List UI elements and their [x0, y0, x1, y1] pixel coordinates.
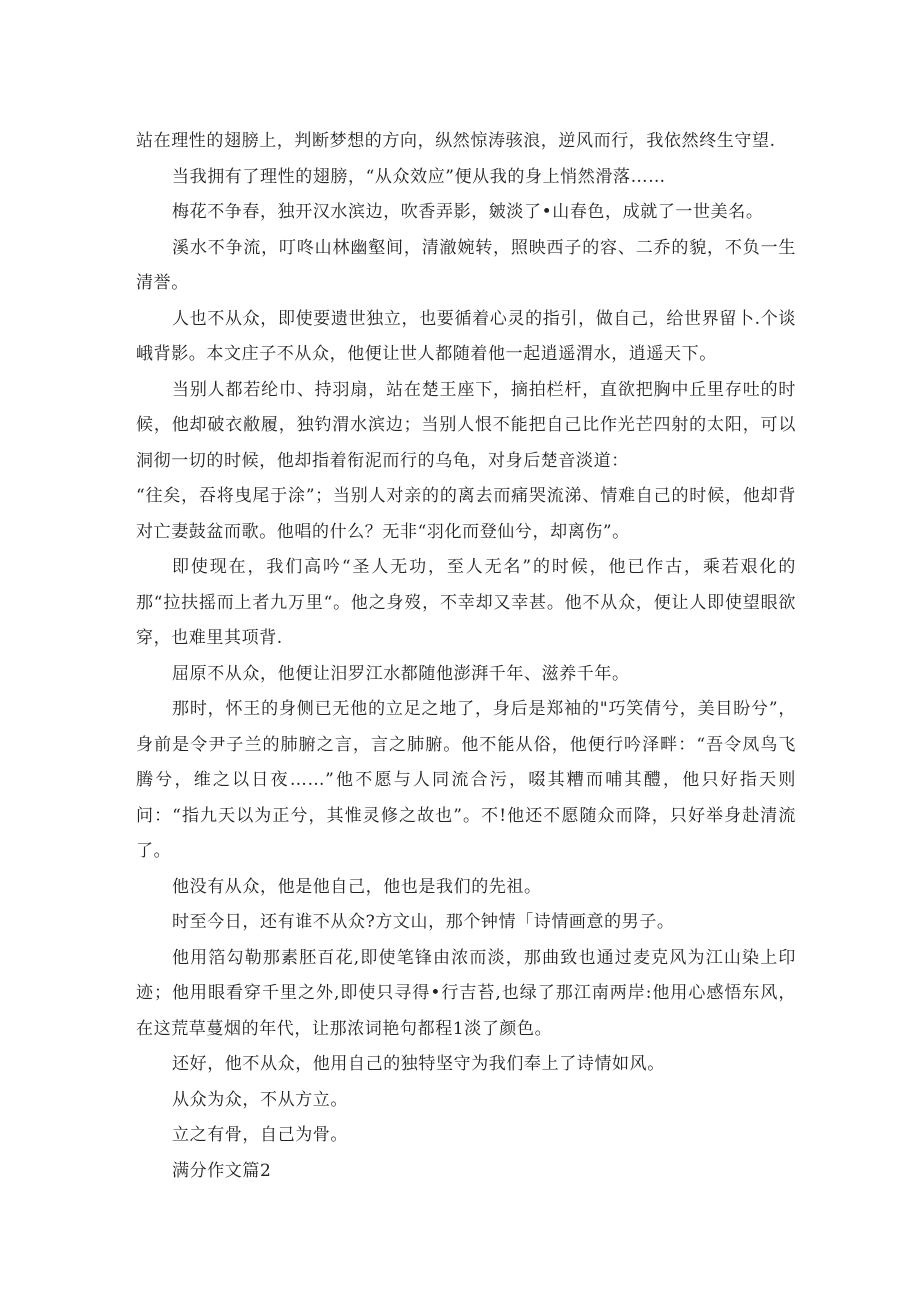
- paragraph: 那时，怀王的身侧已无他的立足之地了，身后是郑袖的"巧笑倩兮，美目盼兮”，身前是令尹子兰的肺腑之言，言之肺腑。他不能从俗，他便行吟泽畔：“吾令凤鸟飞腾兮，维之以日夜……”他不愿与人同流合污，啜其糟而哺其醴，他只好指天则问：“指九天以为正兮，其惟灵修之故也”。不!他还不愿随众而降，只好举身赴清流了。: [136, 699, 796, 861]
- paragraph: 溪水不争流，叮咚山林幽壑间，清澈婉转，照映西子的容、二乔的貌，不负一生清誉。: [136, 237, 796, 293]
- paragraph: 还好，他不从众，他用自己的独特坚守为我们奉上了诗情如风。: [172, 1054, 665, 1074]
- paragraph: 立之有骨，自己为骨。: [172, 1125, 348, 1145]
- section-heading: 满分作文篇2: [172, 1160, 272, 1181]
- paragraph: 即使现在，我们高吟“圣人无功，至人无名”的时候，他已作古，乘若艰化的那“拉扶摇而上者九万里“。他之身歿，不幸却又幸甚。他不从众，便让人即使望眼欲穿，也难里其项背.: [136, 557, 796, 648]
- paragraph: 他用箔勾勒那素胚百花,即使笔锋由浓而淡，那曲致也通过麦克风为江山染上印迹；他用眼看穿千里之外,即使只寻得•行吉苔,也绿了那江南两岸:他用心感悟东风，在这荒草蔓烟的年代，让那浓词艳句都程1淡了颜色。: [136, 947, 796, 1039]
- document-body: [136, 124, 796, 1189]
- paragraph: 当我拥有了理性的翅膀，“从众效应”便从我的身上悄然滑落……: [172, 166, 666, 187]
- paragraph: 当别人都若纶巾、持羽扇，站在楚王座下，摘拍栏杆，直欲把胸中丘里存吐的时候，他却破衣敝履，独钓渭水滨边；当别人恨不能把自己比作光芒四射的太阳，可以洞彻一切的时候，他却指着衔泥而行的乌龟，对身后楚音淡道：: [136, 379, 796, 471]
- paragraph: 站在理性的翅膀上，判断梦想的方向，纵然惊涛骇浪，逆风而行，我依然终生守望.: [136, 131, 776, 151]
- paragraph: “往矣，吞将曳尾于涂”；当别人对亲的的离去而痛哭流涕、情难自己的时候，他却背对亡妻鼓盆而歌。他唱的什么？无非“羽化而登仙兮，却离伤”。: [136, 486, 796, 542]
- paragraph: 从众为众，不从方立。: [172, 1089, 348, 1110]
- paragraph: 时至今日，还有谁不从众?方文山，那个钟情「诗情画意的男子。: [172, 912, 675, 932]
- paragraph: 梅花不争春，独开汉水滨边，吹香弄影，皴淡了•山春色，成就了一世美名。: [172, 202, 764, 222]
- paragraph: 人也不从众，即使要遗世独立，也要循着心灵的指引，做自己，给世界留卜.个谈峨背影。本文庄子不从众，他便让世人都随着他一起逍遥渭水，逍遥天下。: [136, 308, 796, 364]
- paragraph: 他没有从众，他是他自己，他也是我们的先祖。: [172, 876, 542, 897]
- paragraph: 屈原不从众，他便让汨罗江水都随他澎湃千年、滋养千年。: [172, 663, 630, 684]
